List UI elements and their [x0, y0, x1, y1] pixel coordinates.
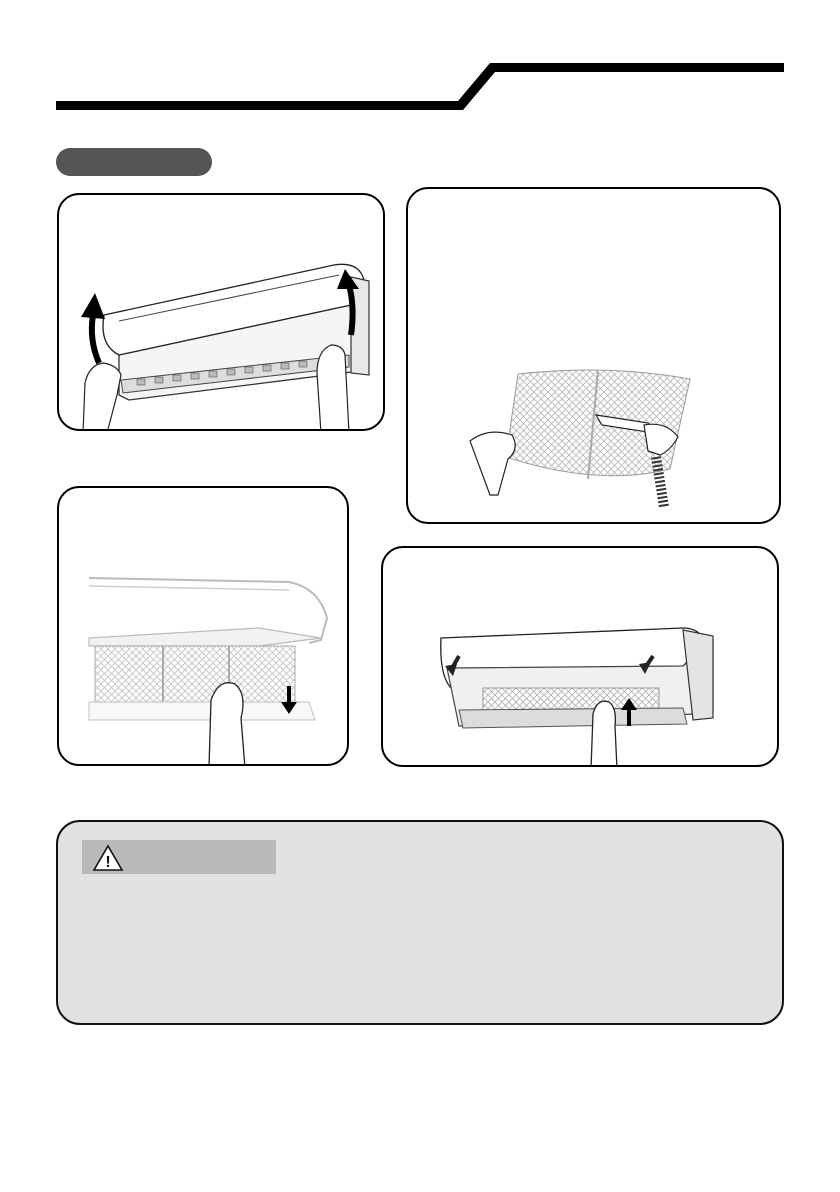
open-panel-drawing — [59, 195, 385, 431]
header-rule — [0, 0, 840, 120]
caution-box — [56, 820, 784, 1025]
reinstall-filter-illustration — [381, 546, 779, 767]
open-front-panel-illustration — [57, 193, 385, 431]
clean-filter-drawing — [408, 189, 781, 524]
svg-text:!: ! — [105, 854, 111, 871]
warning-triangle-icon — [92, 844, 124, 872]
reinstall-filter-drawing — [383, 548, 779, 767]
remove-filter-drawing — [59, 488, 349, 766]
section-label — [56, 148, 212, 176]
remove-filter-illustration — [57, 486, 349, 766]
caution-header — [82, 840, 276, 874]
clean-filter-illustration — [406, 187, 781, 524]
